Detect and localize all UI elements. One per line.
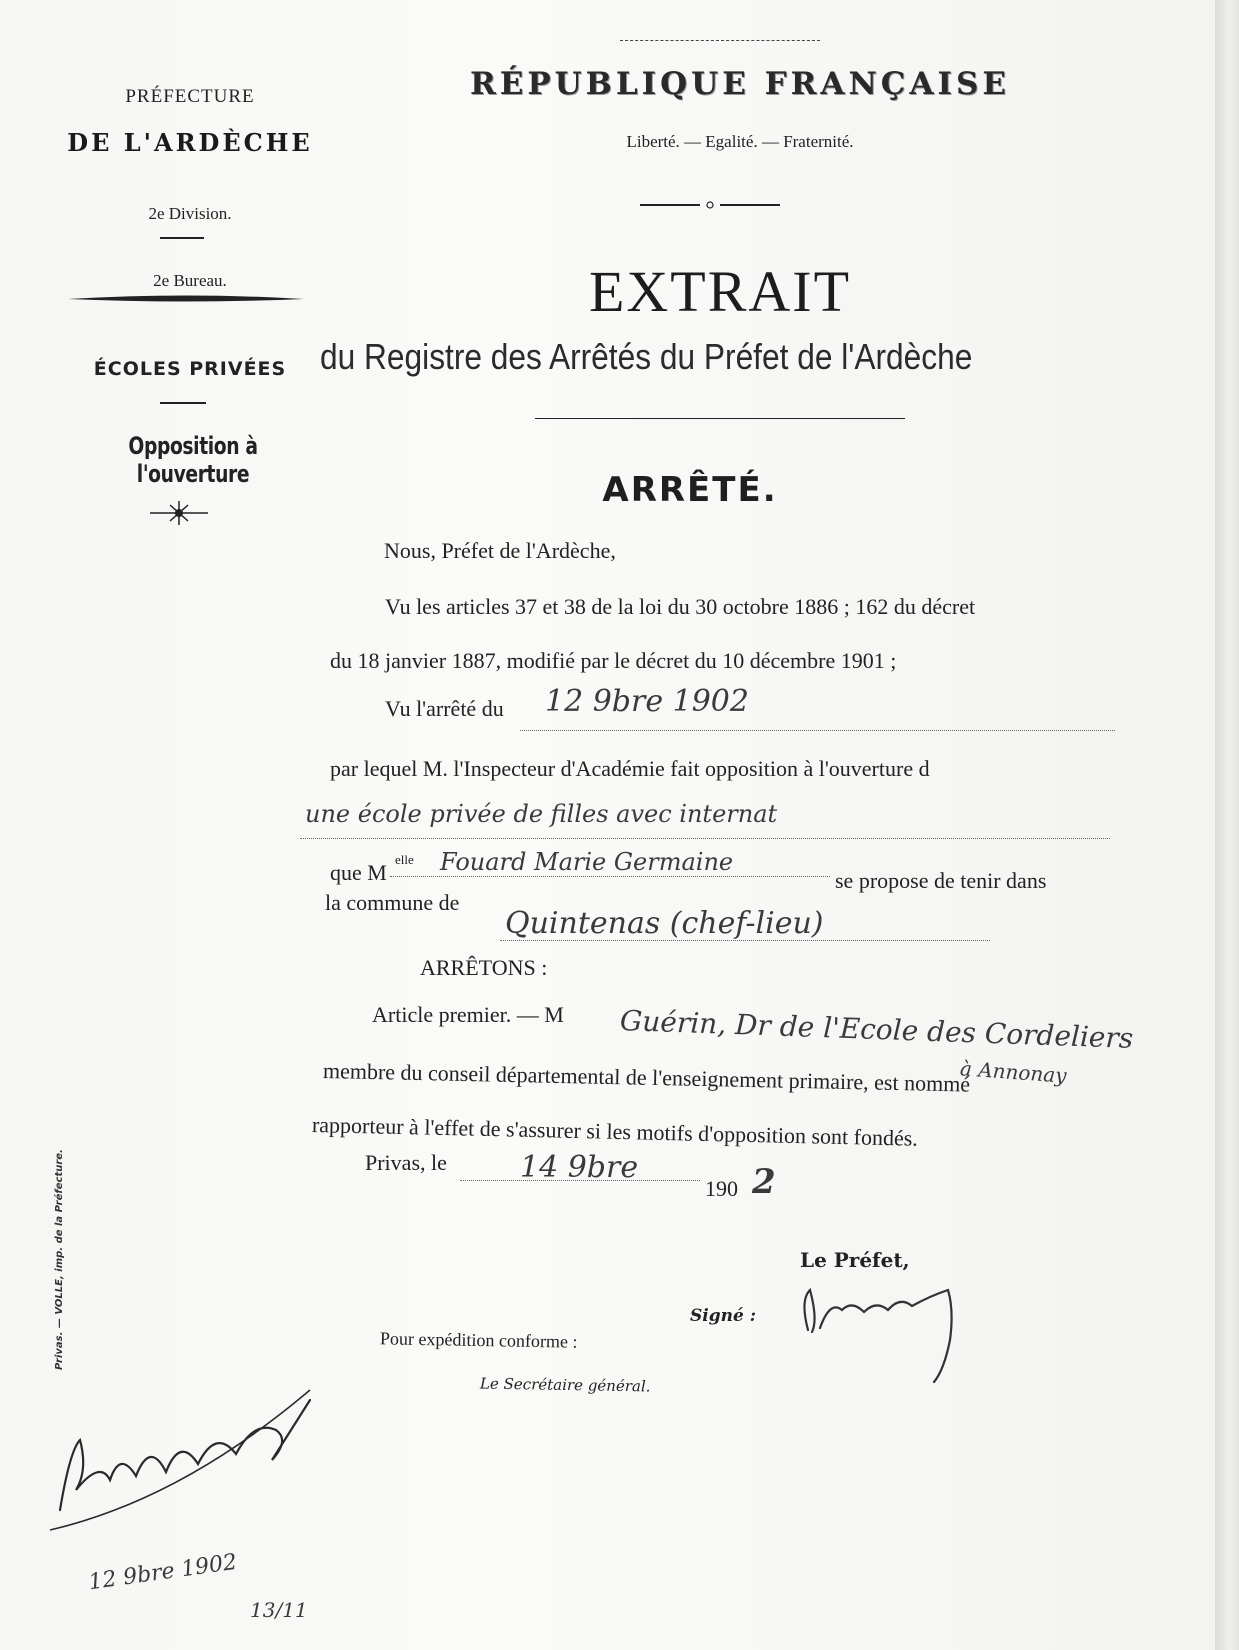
division-label: 2e Division. [148, 204, 232, 223]
margin-note-number: 13/11 [250, 1598, 308, 1622]
bureau-label: 2e Bureau. [153, 271, 227, 290]
year-handwritten-digit: 2 [752, 1162, 776, 1202]
fill-line [520, 730, 1115, 731]
fill-line [300, 838, 1110, 839]
handwritten-school-type: une école privée de filles avec internat [305, 800, 778, 828]
divider [160, 402, 206, 404]
registre-heading: du Registre des Arrêtés du Préfet de l'Ardèche [320, 336, 973, 377]
body-line-que-superscript: elle [395, 852, 414, 867]
handwritten-arrete-date: 12 9bre 1902 [545, 684, 749, 719]
privas-label: Privas, le [365, 1150, 447, 1175]
handwritten-teacher-name: Fouard Marie Germaine [440, 848, 734, 876]
top-dash [620, 40, 820, 41]
body-line-que-suffix: se propose de tenir dans [835, 868, 1047, 893]
year-printed: 190 [705, 1176, 738, 1201]
republic-title: RÉPUBLIQUE FRANÇAISE [469, 66, 1011, 102]
divider [535, 418, 905, 419]
prefet-signature [790, 1270, 970, 1390]
signe-label: Signé : [690, 1306, 756, 1326]
body-line-vu3-label: Vu l'arrêté du [385, 696, 504, 721]
ornamental-divider [66, 292, 306, 306]
handwritten-rapporteur-town: à Annonay [959, 1056, 1068, 1088]
handwritten-rapporteur: Guérin, Dr de l'Ecole des Cordeliers [619, 1004, 1134, 1055]
body-line-vu1: Vu les articles 37 et 38 de la loi du 30 octobre 1886 ; 162 du décret [385, 594, 976, 619]
arrete-heading: ARRÊTÉ. [602, 470, 778, 510]
department-label: DE L'ARDÈCHE [67, 128, 313, 157]
handwritten-privas-date: 14 9bre [520, 1150, 639, 1185]
handwritten-commune: Quintenas (chef-lieu) [505, 906, 824, 941]
motto: Liberté. — Egalité. — Fraternité. [626, 132, 854, 151]
fill-line [500, 940, 990, 941]
article-premier-label: Article premier. — M [372, 1002, 564, 1027]
body-line-nous: Nous, Préfet de l'Ardèche, [384, 538, 616, 563]
printer-credit: Privas. — VOLLE, imp. de la Préfecture. [54, 1149, 65, 1370]
body-line-membre: membre du conseil départemental de l'enseignement primaire, est nommé [322, 1058, 971, 1097]
body-line-que-label: que M [330, 860, 387, 885]
extrait-heading: EXTRAIT [588, 259, 852, 324]
body-line-vu2: du 18 janvier 1887, modifié par le décret du 10 décembre 1901 ; [330, 648, 897, 673]
category-label: ÉCOLES PRIVÉES [93, 358, 287, 380]
body-line-lequel: par lequel M. l'Inspecteur d'Académie fait opposition à l'ouverture d [330, 756, 930, 781]
subject-label: Opposition à l'ouverture [128, 432, 258, 488]
divider [160, 237, 204, 239]
prefecture-label: PRÉFECTURE [125, 86, 255, 107]
secretaire-label: Le Secrétaire général. [479, 1374, 651, 1396]
prefet-label: Le Préfet, [800, 1248, 910, 1272]
fill-line [390, 876, 830, 877]
fill-line [460, 1180, 700, 1181]
pour-expedition-label: Pour expédition conforme : [379, 1328, 578, 1352]
margin-signature [40, 1380, 320, 1550]
body-line-rapporteur: rapporteur à l'effet de s'assurer si les motifs d'opposition sont fondés. [311, 1112, 919, 1151]
ornamental-divider [640, 200, 780, 210]
margin-note-date: 12 9bre 1902 [86, 1549, 239, 1596]
ornament-star-icon [148, 500, 210, 526]
page-edge [1215, 0, 1239, 1650]
arretons-label: ARRÊTONS : [420, 955, 548, 980]
body-line-commune-label: la commune de [325, 890, 460, 915]
